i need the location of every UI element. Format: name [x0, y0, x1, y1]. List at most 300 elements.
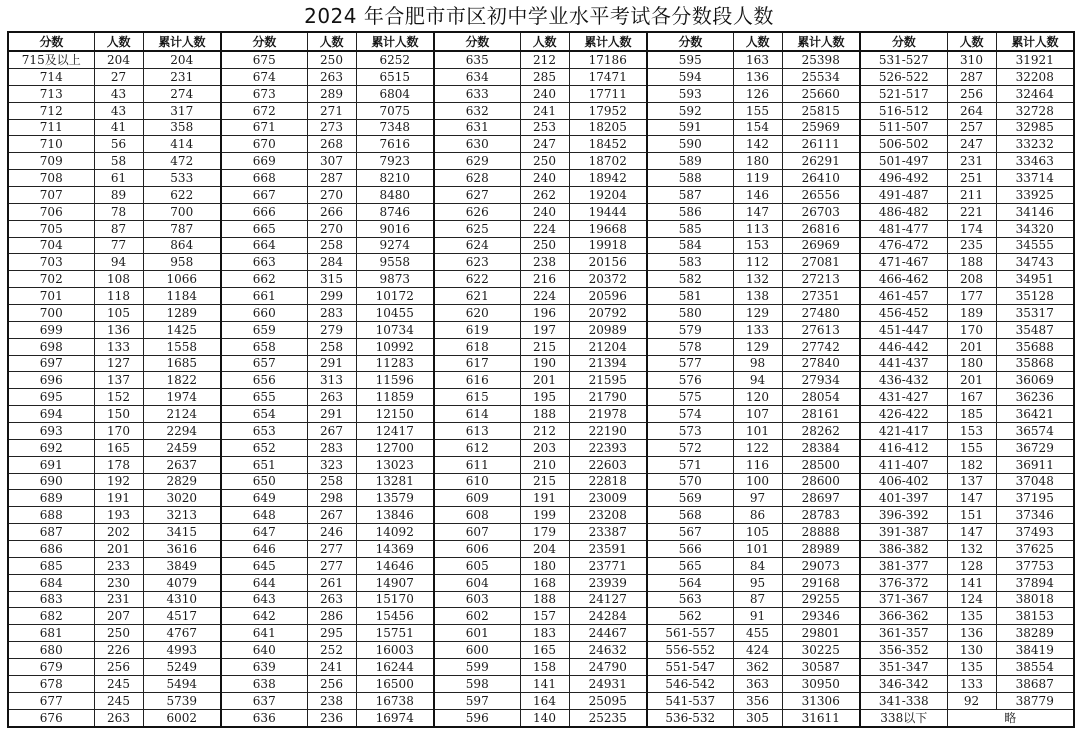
count-cell: 119: [733, 170, 782, 187]
cumulative-cell: 38779: [996, 692, 1074, 709]
count-cell: 190: [520, 355, 569, 372]
cumulative-cell: 11283: [356, 355, 434, 372]
count-cell: 147: [947, 524, 996, 541]
table-row: [8, 439, 1074, 456]
score-cell: 646: [221, 540, 307, 557]
score-cell: 675: [221, 51, 307, 68]
count-cell: 266: [307, 203, 356, 220]
count-cell: 295: [307, 625, 356, 642]
score-cell: 690: [8, 473, 94, 490]
cumulative-cell: 4517: [143, 608, 221, 625]
count-cell: 307: [307, 153, 356, 170]
count-cell: 147: [733, 203, 782, 220]
score-cell: 605: [434, 557, 520, 574]
table-row: [8, 490, 1074, 507]
score-cell: 618: [434, 338, 520, 355]
cumulative-cell: 5249: [143, 659, 221, 676]
cumulative-cell: 23939: [569, 574, 647, 591]
score-cell: 651: [221, 456, 307, 473]
count-cell: 189: [947, 304, 996, 321]
score-cell: 679: [8, 659, 94, 676]
cumulative-cell: 26291: [782, 153, 860, 170]
count-cell: 199: [520, 507, 569, 524]
table-row: [8, 692, 1074, 709]
count-cell: 323: [307, 456, 356, 473]
count-cell: 105: [733, 524, 782, 541]
count-cell: 135: [947, 659, 996, 676]
score-cell: 666: [221, 203, 307, 220]
cumulative-cell: 4993: [143, 642, 221, 659]
score-cell: 590: [647, 136, 733, 153]
table-row: [8, 591, 1074, 608]
table-row: [8, 456, 1074, 473]
count-cell: 195: [520, 389, 569, 406]
count-cell: 101: [733, 540, 782, 557]
cumulative-cell: 27840: [782, 355, 860, 372]
score-cell: 631: [434, 119, 520, 136]
cumulative-cell: 958: [143, 254, 221, 271]
count-cell: 133: [947, 675, 996, 692]
score-cell: 416-412: [860, 439, 947, 456]
score-cell: 625: [434, 220, 520, 237]
count-cell: 241: [307, 659, 356, 676]
count-cell: 136: [733, 68, 782, 85]
table-row: [8, 524, 1074, 541]
count-cell: 252: [307, 642, 356, 659]
count-cell: 291: [307, 406, 356, 423]
cumulative-cell: 38554: [996, 659, 1074, 676]
score-cell: 630: [434, 136, 520, 153]
score-cell: 694: [8, 406, 94, 423]
cumulative-cell: 7075: [356, 102, 434, 119]
cumulative-cell: 15170: [356, 591, 434, 608]
score-cell: 597: [434, 692, 520, 709]
cumulative-header: 累计人数: [782, 32, 860, 51]
table-row: [8, 608, 1074, 625]
score-cell: 681: [8, 625, 94, 642]
score-cell: 436-432: [860, 372, 947, 389]
score-cell: 686: [8, 540, 94, 557]
cumulative-cell: 38687: [996, 675, 1074, 692]
cumulative-cell: 1066: [143, 271, 221, 288]
score-cell: 641: [221, 625, 307, 642]
count-cell: 137: [94, 372, 143, 389]
cumulative-cell: 414: [143, 136, 221, 153]
score-cell: 366-362: [860, 608, 947, 625]
score-cell: 661: [221, 288, 307, 305]
score-cell: 583: [647, 254, 733, 271]
count-cell: 197: [520, 321, 569, 338]
cumulative-cell: 11596: [356, 372, 434, 389]
count-cell: 238: [307, 692, 356, 709]
score-cell: 692: [8, 439, 94, 456]
score-cell: 594: [647, 68, 733, 85]
score-cell: 592: [647, 102, 733, 119]
cumulative-cell: 36236: [996, 389, 1074, 406]
cumulative-cell: 28697: [782, 490, 860, 507]
count-cell: 188: [520, 406, 569, 423]
score-cell: 582: [647, 271, 733, 288]
cumulative-cell: 4310: [143, 591, 221, 608]
cumulative-cell: 38153: [996, 608, 1074, 625]
cumulative-cell: 29255: [782, 591, 860, 608]
score-cell: 581: [647, 288, 733, 305]
cumulative-cell: 30587: [782, 659, 860, 676]
cumulative-cell: 20156: [569, 254, 647, 271]
count-cell: 180: [733, 153, 782, 170]
cumulative-cell: 19918: [569, 237, 647, 254]
cumulative-cell: 1184: [143, 288, 221, 305]
score-cell: 652: [221, 439, 307, 456]
cumulative-cell: 2294: [143, 422, 221, 439]
count-cell: 287: [307, 170, 356, 187]
omitted-note-cell: 略: [947, 709, 1074, 727]
cumulative-cell: 22190: [569, 422, 647, 439]
count-cell: 196: [520, 304, 569, 321]
cumulative-cell: 533: [143, 170, 221, 187]
cumulative-cell: 34555: [996, 237, 1074, 254]
table-row: [8, 422, 1074, 439]
score-cell: 619: [434, 321, 520, 338]
cumulative-cell: 36729: [996, 439, 1074, 456]
table-row: [8, 338, 1074, 355]
cumulative-cell: 29801: [782, 625, 860, 642]
count-cell: 118: [94, 288, 143, 305]
count-cell: 177: [947, 288, 996, 305]
count-cell: 256: [94, 659, 143, 676]
count-cell: 192: [94, 473, 143, 490]
table-row: [8, 625, 1074, 642]
score-cell: 338以下: [860, 709, 947, 727]
cumulative-cell: 10734: [356, 321, 434, 338]
score-cell: 626: [434, 203, 520, 220]
cumulative-cell: 3020: [143, 490, 221, 507]
count-cell: 130: [947, 642, 996, 659]
score-cell: 667: [221, 186, 307, 203]
score-cell: 648: [221, 507, 307, 524]
score-cell: 587: [647, 186, 733, 203]
score-cell: 476-472: [860, 237, 947, 254]
cumulative-cell: 28600: [782, 473, 860, 490]
score-cell: 685: [8, 557, 94, 574]
cumulative-cell: 34320: [996, 220, 1074, 237]
cumulative-cell: 27613: [782, 321, 860, 338]
count-cell: 174: [947, 220, 996, 237]
count-cell: 286: [307, 608, 356, 625]
count-cell: 164: [520, 692, 569, 709]
cumulative-cell: 24632: [569, 642, 647, 659]
count-cell: 188: [947, 254, 996, 271]
score-cell: 391-387: [860, 524, 947, 541]
count-cell: 86: [733, 507, 782, 524]
count-cell: 136: [94, 321, 143, 338]
score-cell: 431-427: [860, 389, 947, 406]
score-cell: 658: [221, 338, 307, 355]
score-cell: 546-542: [647, 675, 733, 692]
cumulative-cell: 622: [143, 186, 221, 203]
cumulative-cell: 2637: [143, 456, 221, 473]
cumulative-cell: 35128: [996, 288, 1074, 305]
score-cell: 632: [434, 102, 520, 119]
count-cell: 168: [520, 574, 569, 591]
cumulative-cell: 35688: [996, 338, 1074, 355]
cumulative-cell: 1289: [143, 304, 221, 321]
score-cell: 682: [8, 608, 94, 625]
cumulative-cell: 17952: [569, 102, 647, 119]
cumulative-cell: 16974: [356, 709, 434, 727]
cumulative-cell: 16500: [356, 675, 434, 692]
cumulative-cell: 8746: [356, 203, 434, 220]
score-cell: 456-452: [860, 304, 947, 321]
count-cell: 270: [307, 220, 356, 237]
cumulative-cell: 4079: [143, 574, 221, 591]
count-cell: 310: [947, 51, 996, 68]
count-cell: 279: [307, 321, 356, 338]
table-row: [8, 170, 1074, 187]
cumulative-cell: 7923: [356, 153, 434, 170]
count-cell: 263: [94, 709, 143, 727]
cumulative-cell: 24931: [569, 675, 647, 692]
count-cell: 224: [520, 288, 569, 305]
table-row: [8, 557, 1074, 574]
cumulative-header: 累计人数: [569, 32, 647, 51]
cumulative-cell: 37048: [996, 473, 1074, 490]
cumulative-cell: 18452: [569, 136, 647, 153]
cumulative-cell: 9873: [356, 271, 434, 288]
score-cell: 609: [434, 490, 520, 507]
cumulative-cell: 5739: [143, 692, 221, 709]
score-cell: 706: [8, 203, 94, 220]
cumulative-cell: 18942: [569, 170, 647, 187]
count-cell: 263: [307, 68, 356, 85]
score-cell: 640: [221, 642, 307, 659]
count-header: 人数: [520, 32, 569, 51]
cumulative-cell: 38419: [996, 642, 1074, 659]
cumulative-cell: 16738: [356, 692, 434, 709]
cumulative-cell: 33714: [996, 170, 1074, 187]
cumulative-cell: 21595: [569, 372, 647, 389]
cumulative-cell: 9558: [356, 254, 434, 271]
count-cell: 141: [947, 574, 996, 591]
count-cell: 140: [520, 709, 569, 727]
count-cell: 246: [307, 524, 356, 541]
score-cell: 341-338: [860, 692, 947, 709]
count-cell: 97: [733, 490, 782, 507]
score-cell: 466-462: [860, 271, 947, 288]
score-cell: 586: [647, 203, 733, 220]
score-cell: 634: [434, 68, 520, 85]
score-cell: 622: [434, 271, 520, 288]
cumulative-cell: 25095: [569, 692, 647, 709]
score-cell: 697: [8, 355, 94, 372]
cumulative-cell: 25969: [782, 119, 860, 136]
cumulative-cell: 23387: [569, 524, 647, 541]
cumulative-cell: 3616: [143, 540, 221, 557]
score-cell: 636: [221, 709, 307, 727]
table-row: [8, 102, 1074, 119]
cumulative-cell: 21204: [569, 338, 647, 355]
score-cell: 591: [647, 119, 733, 136]
count-cell: 120: [733, 389, 782, 406]
cumulative-cell: 26410: [782, 170, 860, 187]
score-cell: 653: [221, 422, 307, 439]
count-cell: 185: [947, 406, 996, 423]
score-cell: 643: [221, 591, 307, 608]
cumulative-cell: 23208: [569, 507, 647, 524]
count-cell: 291: [307, 355, 356, 372]
count-cell: 287: [947, 68, 996, 85]
count-cell: 158: [520, 659, 569, 676]
score-cell: 564: [647, 574, 733, 591]
score-cell: 578: [647, 338, 733, 355]
score-cell: 346-342: [860, 675, 947, 692]
score-cell: 708: [8, 170, 94, 187]
count-cell: 216: [520, 271, 569, 288]
score-cell: 674: [221, 68, 307, 85]
score-cell: 481-477: [860, 220, 947, 237]
score-cell: 574: [647, 406, 733, 423]
count-cell: 126: [733, 85, 782, 102]
cumulative-cell: 24284: [569, 608, 647, 625]
score-cell: 638: [221, 675, 307, 692]
score-cell: 526-522: [860, 68, 947, 85]
count-cell: 89: [94, 186, 143, 203]
count-cell: 267: [307, 422, 356, 439]
cumulative-cell: 24467: [569, 625, 647, 642]
count-cell: 116: [733, 456, 782, 473]
count-cell: 271: [307, 102, 356, 119]
score-cell: 381-377: [860, 557, 947, 574]
score-cell: 639: [221, 659, 307, 676]
count-cell: 132: [947, 540, 996, 557]
cumulative-cell: 6515: [356, 68, 434, 85]
score-cell: 572: [647, 439, 733, 456]
table-row: [8, 389, 1074, 406]
score-cell: 386-382: [860, 540, 947, 557]
score-cell: 568: [647, 507, 733, 524]
count-cell: 95: [733, 574, 782, 591]
count-header: 人数: [733, 32, 782, 51]
cumulative-cell: 13846: [356, 507, 434, 524]
score-cell: 600: [434, 642, 520, 659]
cumulative-cell: 14369: [356, 540, 434, 557]
score-cell: 683: [8, 591, 94, 608]
count-cell: 363: [733, 675, 782, 692]
cumulative-cell: 36421: [996, 406, 1074, 423]
count-cell: 180: [947, 355, 996, 372]
count-cell: 100: [733, 473, 782, 490]
cumulative-cell: 23591: [569, 540, 647, 557]
score-cell: 687: [8, 524, 94, 541]
cumulative-cell: 27742: [782, 338, 860, 355]
count-cell: 61: [94, 170, 143, 187]
cumulative-cell: 37346: [996, 507, 1074, 524]
score-distribution-table: [7, 31, 1075, 728]
cumulative-cell: 9274: [356, 237, 434, 254]
count-cell: 43: [94, 102, 143, 119]
score-cell: 660: [221, 304, 307, 321]
count-cell: 163: [733, 51, 782, 68]
count-cell: 101: [733, 422, 782, 439]
cumulative-cell: 27351: [782, 288, 860, 305]
count-cell: 455: [733, 625, 782, 642]
cumulative-cell: 6002: [143, 709, 221, 727]
table-row: [8, 473, 1074, 490]
cumulative-cell: 13281: [356, 473, 434, 490]
score-cell: 596: [434, 709, 520, 727]
score-header: 分数: [434, 32, 520, 51]
score-cell: 699: [8, 321, 94, 338]
cumulative-cell: 33232: [996, 136, 1074, 153]
score-cell: 411-407: [860, 456, 947, 473]
table-row: [8, 675, 1074, 692]
cumulative-cell: 25235: [569, 709, 647, 727]
cumulative-cell: 787: [143, 220, 221, 237]
count-cell: 152: [94, 389, 143, 406]
count-cell: 299: [307, 288, 356, 305]
count-cell: 277: [307, 540, 356, 557]
cumulative-cell: 31611: [782, 709, 860, 727]
table-row: [8, 642, 1074, 659]
cumulative-cell: 36911: [996, 456, 1074, 473]
cumulative-cell: 25398: [782, 51, 860, 68]
score-cell: 351-347: [860, 659, 947, 676]
cumulative-cell: 37625: [996, 540, 1074, 557]
count-cell: 230: [94, 574, 143, 591]
table-row: [8, 85, 1074, 102]
count-cell: 92: [947, 692, 996, 709]
count-cell: 283: [307, 439, 356, 456]
cumulative-cell: 23009: [569, 490, 647, 507]
cumulative-cell: 14092: [356, 524, 434, 541]
cumulative-cell: 11859: [356, 389, 434, 406]
cumulative-cell: 20989: [569, 321, 647, 338]
count-cell: 135: [947, 608, 996, 625]
table-row: [8, 271, 1074, 288]
cumulative-cell: 17186: [569, 51, 647, 68]
count-cell: 201: [520, 372, 569, 389]
score-cell: 562: [647, 608, 733, 625]
cumulative-cell: 21394: [569, 355, 647, 372]
cumulative-cell: 16003: [356, 642, 434, 659]
score-cell: 672: [221, 102, 307, 119]
score-cell: 696: [8, 372, 94, 389]
count-cell: 204: [520, 540, 569, 557]
cumulative-cell: 25815: [782, 102, 860, 119]
count-cell: 183: [520, 625, 569, 642]
score-cell: 627: [434, 186, 520, 203]
cumulative-cell: 25660: [782, 85, 860, 102]
cumulative-header: 累计人数: [356, 32, 434, 51]
count-cell: 112: [733, 254, 782, 271]
count-cell: 283: [307, 304, 356, 321]
score-cell: 710: [8, 136, 94, 153]
count-cell: 167: [947, 389, 996, 406]
score-cell: 491-487: [860, 186, 947, 203]
count-cell: 132: [733, 271, 782, 288]
cumulative-cell: 33463: [996, 153, 1074, 170]
cumulative-cell: 37195: [996, 490, 1074, 507]
cumulative-cell: 36574: [996, 422, 1074, 439]
cumulative-cell: 2459: [143, 439, 221, 456]
cumulative-cell: 7616: [356, 136, 434, 153]
score-header: 分数: [8, 32, 94, 51]
table-row: [8, 355, 1074, 372]
score-cell: 536-532: [647, 709, 733, 727]
score-cell: 501-497: [860, 153, 947, 170]
score-cell: 614: [434, 406, 520, 423]
table-row: [8, 321, 1074, 338]
